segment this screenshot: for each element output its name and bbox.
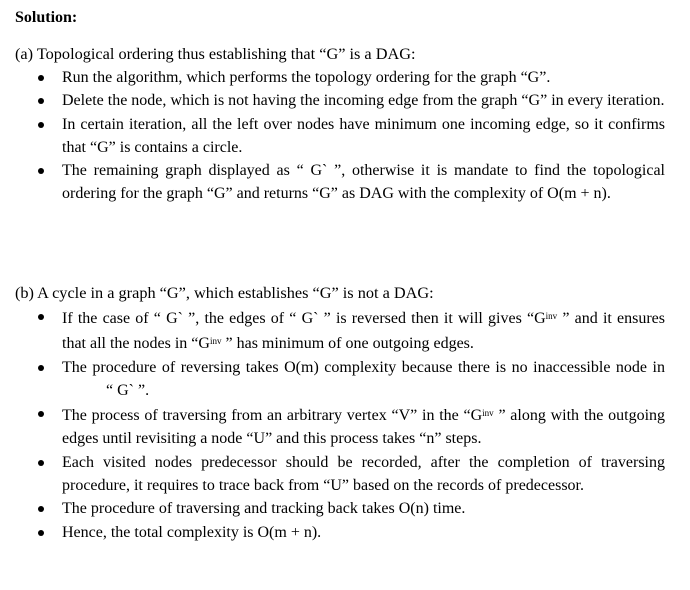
superscript-inv: inv [209,336,222,347]
bullet-dot-icon [38,122,44,128]
part-b-bullet-item [0,451,665,498]
bullet-dot-icon [38,460,44,466]
bullet-text-segment: ” has minimum of one outgoing edges. [221,335,474,353]
part-a-bullet-item [0,66,665,89]
bullet-text-segment: The process of traversing from an arbitrary vertex “V” in the “G [62,407,483,425]
bullet-text: The remaining graph displayed as “ G` ”, otherwise it is mandate to find the topological ordering for the graph “G” and returns “G” as DAG with the complexity of O(m + n). [62,162,665,203]
bullet-text: Delete the node, which is not having the incoming edge from the graph “G” in every iteration. [62,92,665,110]
bullet-dot-icon [38,75,44,81]
bullet-dot-icon [38,530,44,536]
bullet-text: Run the algorithm, which performs the topology ordering for the graph “G”. [62,69,551,86]
superscript-inv: inv [545,311,558,321]
bullet-dot-icon [38,168,44,174]
bullet-text-segment: ” along with the outgoing edges until revisiting a node “U” and this process takes “n” steps. [62,407,666,448]
part-a-bullet-item [0,89,665,112]
superscript-inv: inv [482,408,494,419]
part-b-bullet-item [0,305,665,356]
part-a-bullet-item [0,159,665,206]
part-a-title: (a) Topological ordering thus establishing that “G” is a DAG: [15,44,416,63]
bullet-text: The procedure of traversing and tracking back takes O(n) time. [62,500,466,518]
bullet-text-segment: If the case of “ G` ”, the edges of “ G` ” is reversed then it will gives “G [62,310,546,327]
bullet-text-segment: “ G` ”. [106,381,150,399]
bullet-text-segment: ” and it ensures that all the nodes in “G [62,310,666,353]
bullet-dot-icon [38,314,44,320]
part-b-bullet-item [0,402,665,451]
bullet-dot-icon [38,98,44,104]
bullet-text-segment: The procedure of reversing takes O(m) complexity because there is no inaccessible node in [62,358,665,376]
part-b-bullet-list [0,305,690,544]
part-b-title: (b) A cycle in a graph “G”, which establishes “G” is not a DAG: [15,283,434,302]
bullet-dot-icon [38,411,44,417]
bullet-dot-icon [38,365,44,371]
bullet-text: In certain iteration, all the left over nodes have minimum one incoming edge, so it confirms that “G” is contains a circle. [62,115,665,156]
part-a-bullet-list [0,66,690,206]
part-a-bullet-item [0,113,665,160]
part-b-bullet-item [0,356,665,403]
bullet-dot-icon [38,506,44,512]
bullet-text: Each visited nodes predecessor should be recorded, after the completion of traversing procedure, it requires to trace back from “U” based on the records of predecessor. [62,453,665,495]
part-b-bullet-item [0,497,665,520]
solution-heading: Solution: [15,9,78,26]
part-b-bullet-item [0,521,665,544]
bullet-text: Hence, the total complexity is O(m + n). [62,523,322,541]
